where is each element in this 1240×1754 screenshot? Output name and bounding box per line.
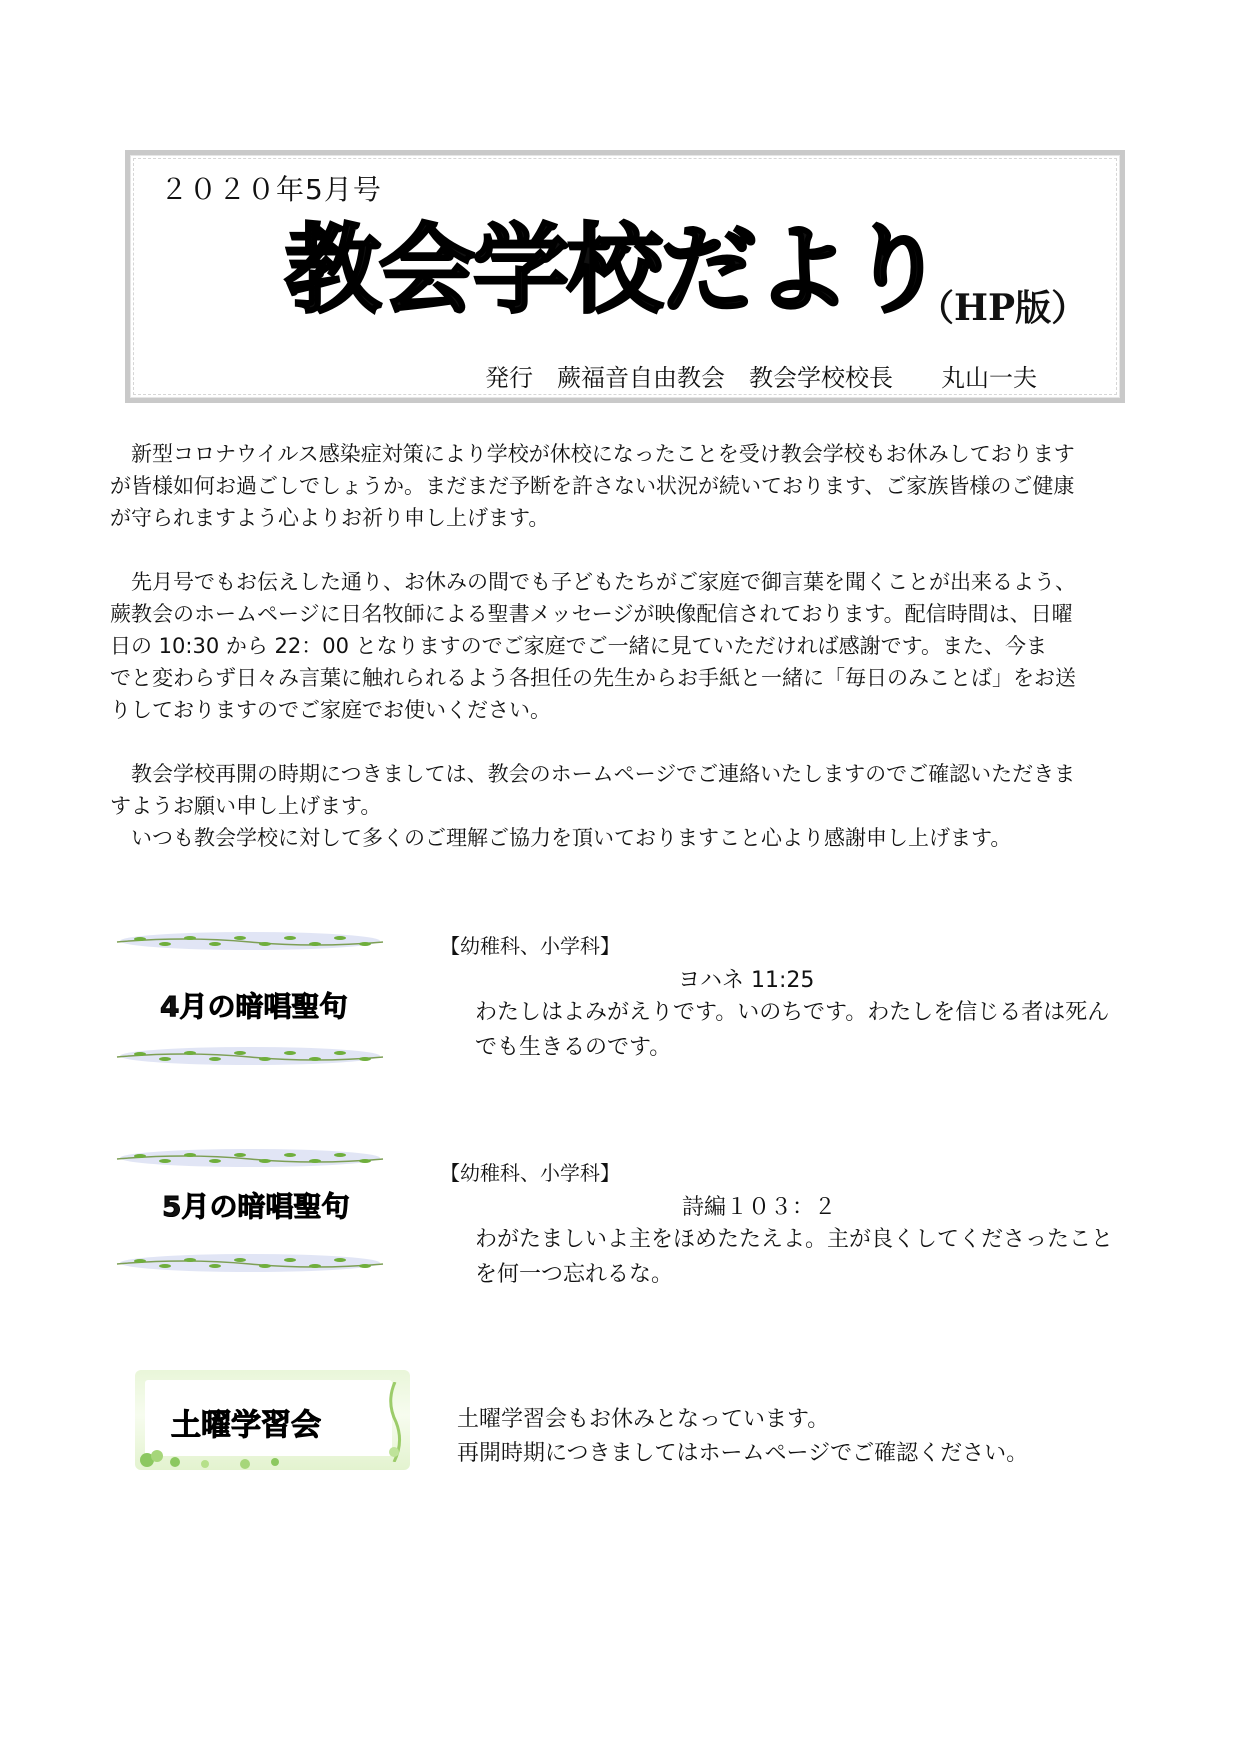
paragraph-line: いつも教会学校に対して多くのご理解ご協力を頂いておりますこと心より感謝申し上げます。 [110, 826, 1012, 850]
may-section-title: 5月の暗唱聖句 [162, 1190, 350, 1223]
paragraph-line: 教会学校再開の時期につきましては、教会のホームページでご連絡いたしますのでご確認いただきま [110, 762, 1076, 786]
issue-date: ２０２０年5月号 [160, 173, 382, 206]
verse-line: でも生きるのです。 [475, 1035, 672, 1060]
april-section-title: 4月の暗唱聖句 [160, 990, 348, 1023]
newsletter-title: 教会学校だより [285, 214, 943, 326]
vine-ornament-icon [115, 1147, 385, 1169]
verse-line: わがたましいよ主をほめたたえよ。主が良くしてくださったこと [475, 1227, 1114, 1252]
vine-ornament-icon [115, 1045, 385, 1067]
notice-line: 再開時期につきましてはホームページでご確認ください。 [457, 1441, 1029, 1466]
paragraph-line: 先月号でもお伝えした通り、お休みの間でも子どもたちがご家庭で御言葉を聞くことが出来るよう、 [110, 570, 1076, 594]
edition-label: （HP版） [918, 287, 1088, 329]
april-grade-label: 【幼稚科、小学科】 [440, 934, 620, 958]
publisher-line: 発行 蕨福音自由教会 教会学校校長 丸山一夫 [485, 364, 1037, 392]
notice-line: 土曜学習会もお休みとなっています。 [457, 1407, 830, 1432]
vine-ornament-icon [115, 1252, 385, 1274]
clover-icon [135, 1442, 285, 1470]
verse-line: を何一つ忘れるな。 [475, 1262, 674, 1287]
paragraph-line: が皆様如何お過ごしでしょうか。まだまだ予断を許さない状況が続いております、ご家族皆様のご健康 [110, 474, 1075, 498]
paragraph-3 [110, 758, 1130, 854]
april-verse-text [475, 995, 1145, 1065]
paragraph-line: すようお願い申し上げます。 [110, 794, 382, 818]
body-text [110, 438, 1130, 886]
may-grade-label: 【幼稚科、小学科】 [440, 1161, 620, 1185]
paragraph-line: 日の 10:30 から 22：00 となりますのでご家庭でご一緒に見ていただければ感謝です。また、今ま [110, 634, 1047, 658]
saturday-section-title: 土曜学習会 [171, 1408, 321, 1443]
paragraph-line: 蕨教会のホームページに日名牧師による聖書メッセージが映像配信されております。配信時間は、日曜 [110, 602, 1073, 626]
paragraph-line: でと変わらず日々み言葉に触れられるよう各担任の先生からお手紙と一緒に「毎日のみことば」をお送 [110, 666, 1076, 690]
paragraph-line: 新型コロナウイルス感染症対策により学校が休校になったことを受け教会学校もお休みしております [110, 442, 1075, 466]
may-verse-reference: 詩編１０３：２ [682, 1195, 837, 1220]
may-verse-text [475, 1222, 1145, 1292]
paragraph-2 [110, 566, 1130, 726]
april-verse-reference: ヨハネ 11:25 [678, 968, 815, 993]
paragraph-1 [110, 438, 1130, 534]
vine-stem-icon [384, 1382, 406, 1462]
verse-line: わたしはよみがえりです。いのちです。わたしを信じる者は死ん [475, 1000, 1110, 1025]
vine-ornament-icon [115, 930, 385, 952]
paragraph-line: りしておりますのでご家庭でお使いください。 [110, 698, 551, 722]
paragraph-line: が守られますよう心よりお祈り申し上げます。 [110, 506, 550, 530]
saturday-notice [457, 1403, 1028, 1471]
clover-frame-icon [135, 1370, 410, 1470]
